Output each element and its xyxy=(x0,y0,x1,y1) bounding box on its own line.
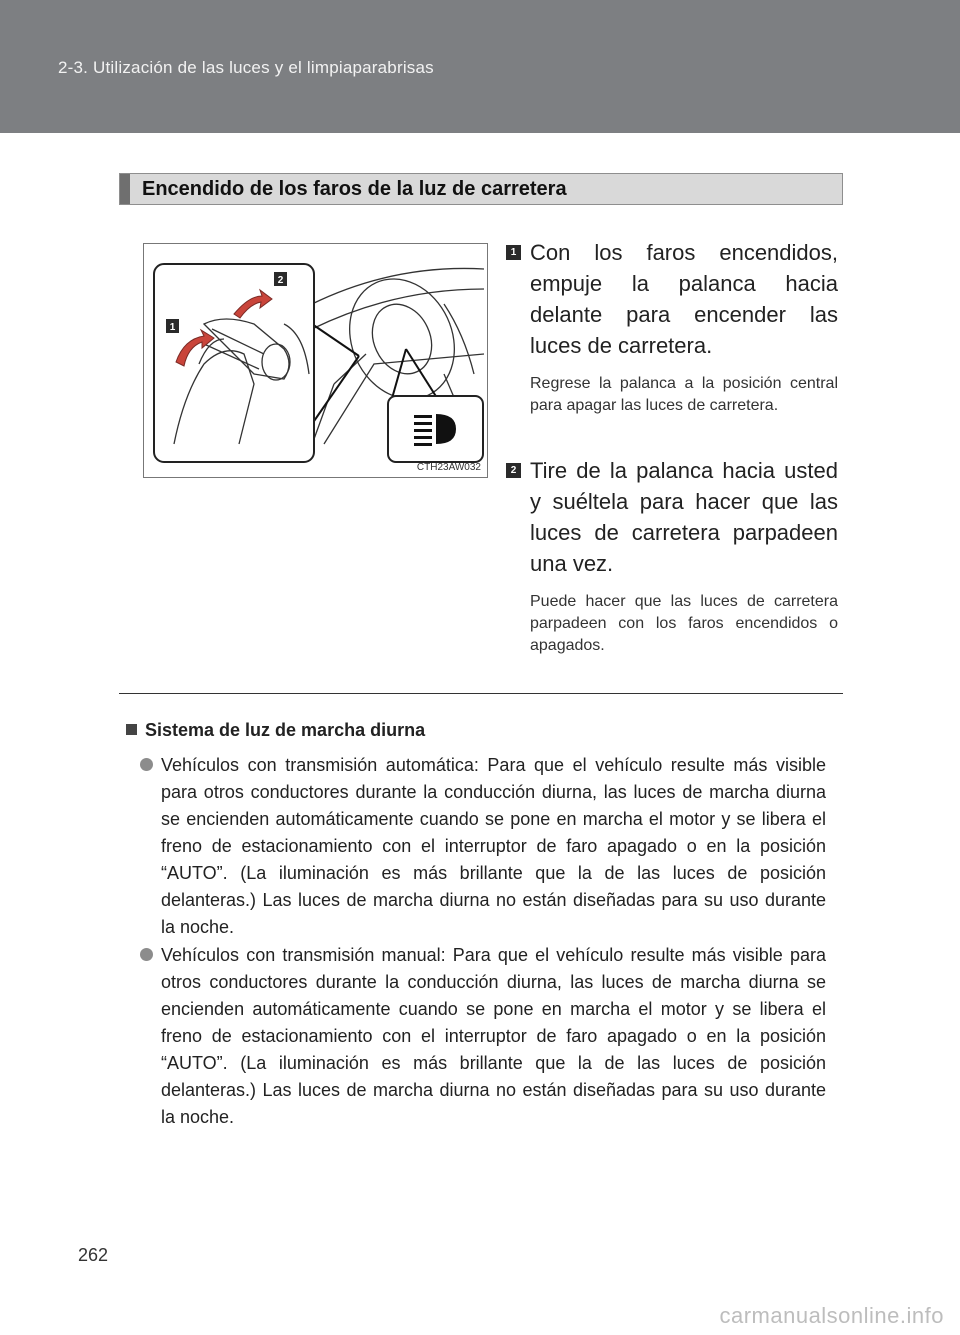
note-bullet-1-text: Vehículos con transmisión automática: Para que el vehículo resulte más visible para otros conductores durante la conducción diurna, las luces de marcha diurna se encienden automáticamente cuando se pone en marcha el motor y se libera el freno de estacionamiento con el interruptor de faro apagado o en la posición “AUTO”. (La iluminación es más brillante que la de las luces de posición delanteras.) Las luces de marcha diurna no están diseñadas para su uso durante la noche. xyxy=(161,755,826,937)
step-2-note: Puede hacer que las luces de carretera parpadeen con los faros encendidos o apagados. xyxy=(530,593,838,654)
step-1-instruction: Con los faros encendidos, empuje la palanca hacia delante para encender las luces de carretera. xyxy=(530,240,838,358)
step-1 xyxy=(506,237,838,417)
section-heading xyxy=(119,173,843,205)
section-heading-text: Encendido de los faros de la luz de carretera xyxy=(142,178,567,200)
note-bullet-2-text: Vehículos con transmisión manual: Para que el vehículo resulte más visible para otros conductores durante la conducción diurna, las luces de marcha diurna se encienden automáticamente cuando se pone en marcha el motor y se libera el freno de estacionamiento con el interruptor de faro apagado o en la posición “AUTO”. (La iluminación es más brillante que la de las luces de posición delanteras.) Las luces de marcha diurna no están diseñadas para su uso durante la noche. xyxy=(161,945,826,1127)
section-heading-accent xyxy=(120,174,130,204)
note-bullet-2 xyxy=(140,942,826,1131)
section-divider xyxy=(119,693,843,694)
figure-code: CTH23AW032 xyxy=(416,462,481,473)
step-1-note: Regrese la palanca a la posición central para apagar las luces de carretera. xyxy=(530,375,838,414)
circle-bullet-icon xyxy=(140,758,153,771)
step-1-badge: 1 xyxy=(506,245,521,260)
header-band xyxy=(0,0,960,133)
notes-heading-text: Sistema de luz de marcha diurna xyxy=(145,720,426,740)
callout-1: 1 xyxy=(169,322,176,333)
square-bullet-icon xyxy=(126,724,137,735)
notes-heading xyxy=(126,720,425,741)
watermark[interactable]: carmanualsonline.info xyxy=(719,1303,944,1328)
note-bullet-1 xyxy=(140,752,826,941)
callout-2: 2 xyxy=(277,275,284,286)
chapter-title: 2-3. Utilización de las luces y el limpiaparabrisas xyxy=(58,58,434,77)
step-2-badge: 2 xyxy=(506,463,521,478)
step-2-instruction: Tire de la palanca hacia usted y suéltela para hacer que las luces de carretera parpadeen una vez. xyxy=(530,458,838,576)
page-number: 262 xyxy=(78,1245,109,1265)
lever-illustration-drawing xyxy=(144,244,487,477)
circle-bullet-icon xyxy=(140,948,153,961)
lever-illustration xyxy=(143,243,488,478)
step-2 xyxy=(506,455,838,657)
